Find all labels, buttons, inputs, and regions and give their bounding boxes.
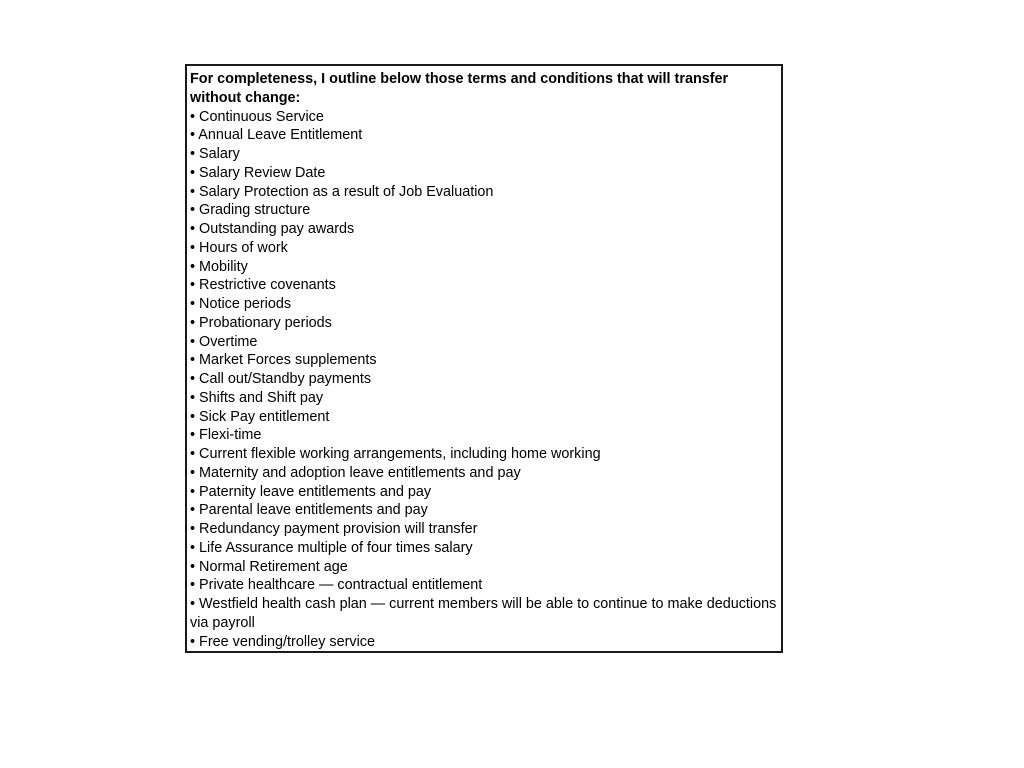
bullet-icon: •: [190, 108, 196, 125]
bullet-icon: •: [190, 539, 196, 556]
list-item-text: Grading structure: [199, 202, 311, 219]
list-item: [190, 276, 778, 295]
list-item-text: Restrictive covenants: [199, 277, 336, 294]
list-item: [190, 295, 778, 314]
list-item: [190, 483, 778, 502]
list-item-text: Free vending/trolley service: [199, 633, 376, 650]
list-item: [190, 595, 778, 633]
list-item-text: Salary Review Date: [199, 164, 326, 181]
bullet-icon: •: [190, 558, 196, 575]
list-item: [190, 314, 778, 333]
list-item-text: Notice periods: [199, 296, 292, 312]
bullet-icon: •: [190, 277, 196, 294]
list-item-text: Hours of work: [199, 239, 288, 256]
list-item-text: Parental leave entitlements and pay: [199, 502, 428, 519]
list-item: [190, 408, 778, 427]
bullet-icon: •: [190, 221, 196, 237]
bullet-icon: •: [190, 427, 196, 444]
list-item: [190, 239, 778, 258]
bullet-icon: •: [190, 333, 196, 350]
list-item-text: Overtime: [199, 333, 258, 350]
bullet-icon: •: [190, 596, 196, 612]
list-item-text: Outstanding pay awards: [199, 221, 355, 237]
list-item-text: Call out/Standby payments: [199, 371, 372, 387]
list-item: [190, 520, 778, 539]
bullet-icon: •: [190, 371, 196, 387]
list-item: [190, 258, 778, 277]
list-item-text: Current flexible working arrangements, including home working: [199, 446, 601, 462]
terms-list: [190, 108, 778, 652]
list-item: [190, 164, 778, 183]
list-item-text: Probationary periods: [199, 314, 332, 331]
list-item: [190, 351, 778, 370]
bullet-icon: •: [190, 296, 196, 312]
list-item: [190, 539, 778, 558]
list-item: [190, 108, 778, 127]
list-item: [190, 220, 778, 239]
list-item: [190, 126, 778, 145]
list-item: [190, 501, 778, 520]
list-item-text: Flexi-time: [199, 427, 262, 444]
bullet-icon: •: [190, 521, 196, 537]
heading-text: For completeness, I outline below those terms and conditions that will transfer without change:: [190, 71, 729, 106]
bullet-icon: •: [190, 239, 196, 256]
list-item-text: Continuous Service: [199, 108, 324, 125]
list-item: [190, 464, 778, 483]
bullet-icon: •: [190, 164, 196, 181]
bullet-icon: •: [190, 352, 196, 369]
bullet-icon: •: [190, 446, 196, 462]
bullet-icon: •: [190, 577, 196, 594]
bullet-icon: •: [190, 202, 196, 219]
list-item-text: Private healthcare — contractual entitlement: [199, 577, 483, 594]
list-item-text: Life Assurance multiple of four times salary: [199, 539, 473, 556]
list-item: [190, 426, 778, 445]
list-item: [190, 333, 778, 352]
terms-text-box: [185, 64, 783, 653]
list-item: [190, 389, 778, 408]
bullet-icon: •: [190, 258, 196, 275]
list-item-text: Normal Retirement age: [199, 558, 348, 575]
bullet-icon: •: [190, 146, 196, 162]
list-item-text: Shifts and Shift pay: [199, 389, 324, 406]
bullet-icon: •: [190, 183, 196, 200]
list-item: [190, 183, 778, 202]
bullet-icon: •: [190, 314, 196, 331]
bullet-icon: •: [190, 633, 196, 650]
bullet-icon: •: [190, 408, 196, 425]
list-item: [190, 633, 778, 652]
bullet-icon: •: [190, 127, 196, 144]
list-item: [190, 145, 778, 164]
list-item-text: Sick Pay entitlement: [199, 408, 330, 425]
list-item-text: Annual Leave Entitlement: [198, 127, 363, 144]
bullet-icon: •: [190, 483, 196, 500]
list-item-text: Salary Protection as a result of Job Evaluation: [199, 183, 494, 200]
bullet-icon: •: [190, 464, 196, 481]
list-item: [190, 445, 778, 464]
list-item: [190, 576, 778, 595]
list-item-text: Westfield health cash plan — current members will be able to continue to make deductions via payroll: [190, 596, 777, 631]
list-item: [190, 558, 778, 577]
list-item-text: Paternity leave entitlements and pay: [199, 483, 432, 500]
bullet-icon: •: [190, 502, 196, 519]
list-item: [190, 370, 778, 389]
list-item-text: Mobility: [199, 258, 248, 275]
list-item-text: Market Forces supplements: [199, 352, 377, 369]
bullet-icon: •: [190, 389, 196, 406]
list-item-text: Salary: [199, 146, 240, 162]
list-item-text: Maternity and adoption leave entitlements and pay: [199, 464, 521, 481]
list-item: [190, 201, 778, 220]
list-item-text: Redundancy payment provision will transfer: [199, 521, 478, 537]
